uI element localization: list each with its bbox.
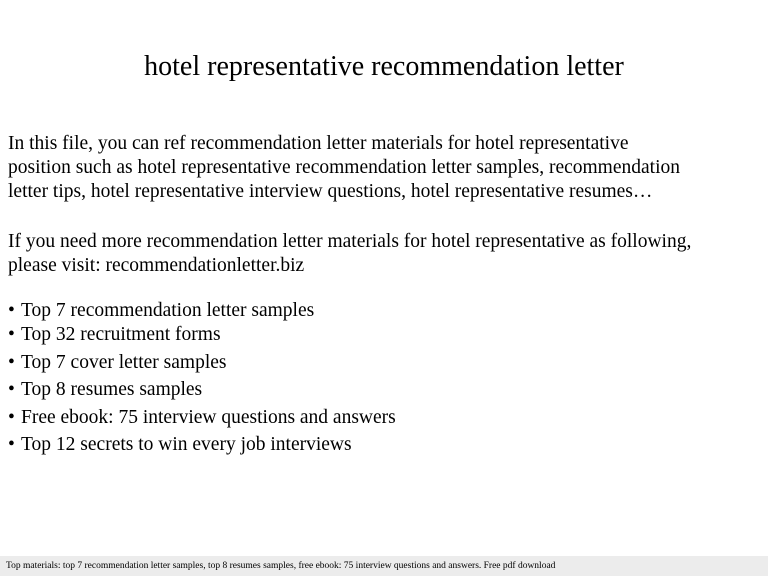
- list-item-label: Top 7 recommendation letter samples: [21, 300, 315, 321]
- visit-line: If you need more recommendation letter materials for hotel representative as following,: [8, 231, 692, 252]
- bullet-icon: •: [8, 300, 15, 321]
- footer-bar: [0, 556, 768, 576]
- list-item-label: Top 32 recruitment forms: [21, 324, 221, 345]
- bullet-icon: •: [8, 379, 15, 400]
- visit-paragraph: [8, 230, 764, 278]
- list-item: [8, 406, 764, 430]
- footer-text: Top materials: top 7 recommendation letter samples, top 8 resumes samples, free ebook: 75 interview questions and answers. Free pdf download: [6, 561, 556, 571]
- list-item-label: Top 8 resumes samples: [21, 379, 203, 400]
- bullet-icon: •: [8, 324, 15, 345]
- intro-line: letter tips, hotel representative interview questions, hotel representative resumes…: [8, 181, 653, 202]
- intro-line: position such as hotel representative recommendation letter samples, recommendation: [8, 157, 680, 178]
- list-item: [8, 299, 764, 323]
- list-item-label: Top 7 cover letter samples: [21, 351, 227, 373]
- materials-list: [8, 299, 764, 457]
- bullet-icon: •: [8, 434, 15, 455]
- list-item: [8, 433, 764, 457]
- list-item-label: Free ebook: 75 interview questions and answers: [21, 406, 396, 428]
- intro-paragraph: [8, 132, 764, 204]
- bullet-icon: •: [8, 351, 15, 373]
- list-item: [8, 378, 764, 402]
- page-title: hotel representative recommendation letter: [144, 51, 624, 82]
- bullet-icon: •: [8, 406, 15, 428]
- visit-line: please visit: recommendationletter.biz: [8, 255, 305, 276]
- intro-line: In this file, you can ref recommendation letter materials for hotel representative: [8, 133, 629, 154]
- list-item: [8, 351, 764, 375]
- list-item: [8, 323, 764, 347]
- list-item-label: Top 12 secrets to win every job interviews: [21, 434, 352, 455]
